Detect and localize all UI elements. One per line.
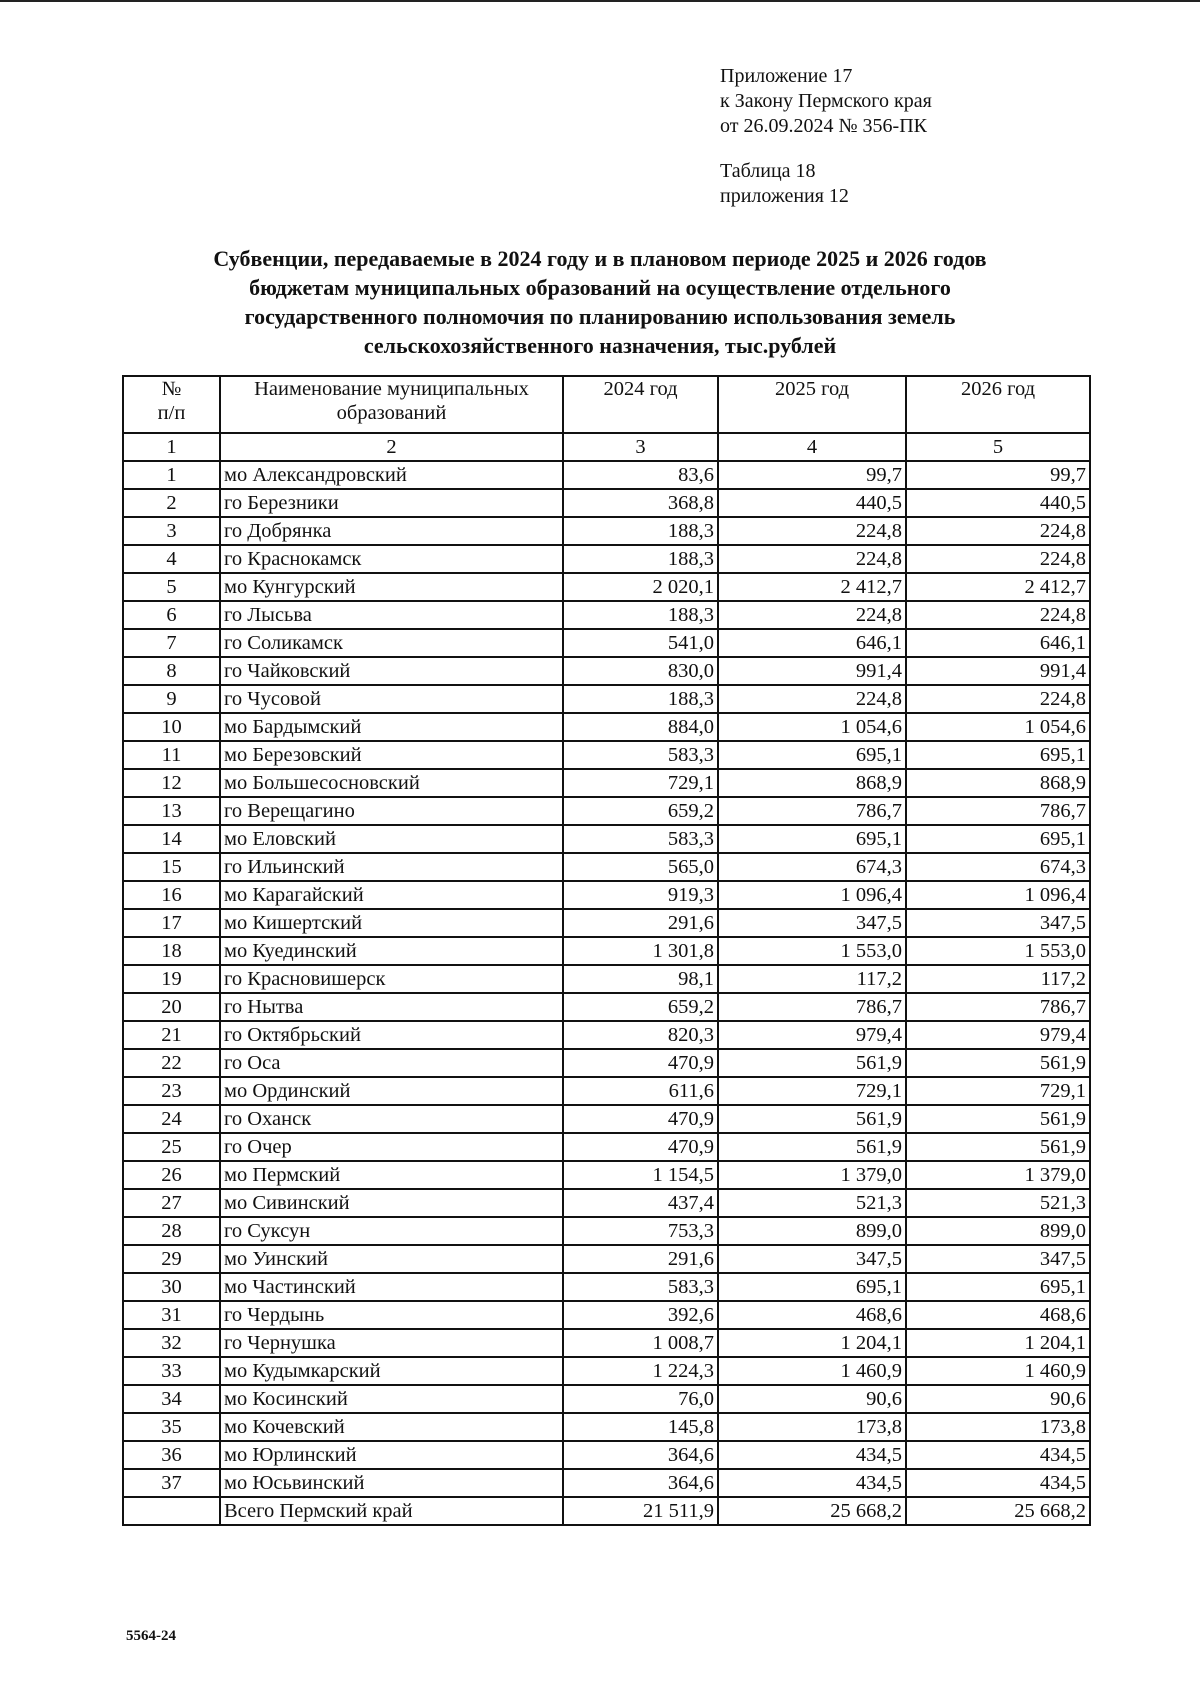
table-row	[123, 601, 1090, 629]
total-number	[123, 1497, 220, 1525]
row-number: 25	[123, 1133, 220, 1161]
row-number: 1	[123, 461, 220, 489]
amount-2025: 786,7	[718, 797, 906, 825]
amount-2024: 820,3	[563, 1021, 718, 1049]
table-row	[123, 1161, 1090, 1189]
table-row	[123, 1273, 1090, 1301]
amount-2026: 991,4	[906, 657, 1090, 685]
column-number-row	[123, 433, 1090, 461]
row-number: 26	[123, 1161, 220, 1189]
row-number: 20	[123, 993, 220, 1021]
amount-2026: 1 460,9	[906, 1357, 1090, 1385]
row-number: 14	[123, 825, 220, 853]
amount-2026: 2 412,7	[906, 573, 1090, 601]
amount-2024: 729,1	[563, 769, 718, 797]
table-row	[123, 1077, 1090, 1105]
municipality-name: го Чайковский	[220, 657, 563, 685]
amount-2025: 899,0	[718, 1217, 906, 1245]
table-header-row	[123, 376, 1090, 433]
amount-2024: 583,3	[563, 741, 718, 769]
amount-2025: 786,7	[718, 993, 906, 1021]
table-reference-line: Таблица 18	[720, 160, 816, 182]
amount-2026: 347,5	[906, 909, 1090, 937]
amount-2026: 646,1	[906, 629, 1090, 657]
amount-2026: 440,5	[906, 489, 1090, 517]
amount-2025: 468,6	[718, 1301, 906, 1329]
amount-2024: 98,1	[563, 965, 718, 993]
header-2026: 2026 год	[906, 376, 1090, 433]
amount-2026: 979,4	[906, 1021, 1090, 1049]
row-number: 28	[123, 1217, 220, 1245]
table-row	[123, 909, 1090, 937]
row-number: 10	[123, 713, 220, 741]
table-row	[123, 461, 1090, 489]
municipality-name: мо Частинский	[220, 1273, 563, 1301]
amount-2025: 695,1	[718, 825, 906, 853]
appendix-line: от 26.09.2024 № 356-ПК	[720, 115, 928, 137]
amount-2025: 347,5	[718, 909, 906, 937]
amount-2024: 470,9	[563, 1049, 718, 1077]
municipality-name: го Добрянка	[220, 517, 563, 545]
document-number: 5564-24	[126, 1628, 176, 1644]
total-2024: 21 511,9	[563, 1497, 718, 1525]
amount-2026: 868,9	[906, 769, 1090, 797]
amount-2024: 753,3	[563, 1217, 718, 1245]
table-row	[123, 1413, 1090, 1441]
total-row	[123, 1497, 1090, 1525]
municipality-name: мо Юрлинский	[220, 1441, 563, 1469]
row-number: 11	[123, 741, 220, 769]
amount-2024: 364,6	[563, 1469, 718, 1497]
table-row	[123, 1049, 1090, 1077]
amount-2026: 434,5	[906, 1441, 1090, 1469]
amount-2025: 646,1	[718, 629, 906, 657]
amount-2026: 224,8	[906, 517, 1090, 545]
row-number: 3	[123, 517, 220, 545]
municipality-name: мо Кишертский	[220, 909, 563, 937]
municipality-name: мо Пермский	[220, 1161, 563, 1189]
column-number: 4	[718, 433, 906, 461]
amount-2024: 919,3	[563, 881, 718, 909]
municipality-name: го Верещагино	[220, 797, 563, 825]
amount-2026: 899,0	[906, 1217, 1090, 1245]
amount-2026: 786,7	[906, 993, 1090, 1021]
row-number: 8	[123, 657, 220, 685]
amount-2025: 729,1	[718, 1077, 906, 1105]
amount-2025: 561,9	[718, 1105, 906, 1133]
municipality-name: го Краснокамск	[220, 545, 563, 573]
amount-2024: 188,3	[563, 601, 718, 629]
amount-2026: 786,7	[906, 797, 1090, 825]
amount-2026: 173,8	[906, 1413, 1090, 1441]
table-row	[123, 1245, 1090, 1273]
amount-2026: 224,8	[906, 545, 1090, 573]
amount-2025: 991,4	[718, 657, 906, 685]
amount-2025: 1 379,0	[718, 1161, 906, 1189]
amount-2026: 561,9	[906, 1133, 1090, 1161]
amount-2026: 561,9	[906, 1049, 1090, 1077]
title-line: сельскохозяйственного назначения, тыс.рублей	[363, 333, 837, 358]
table-row	[123, 741, 1090, 769]
municipality-name: мо Еловский	[220, 825, 563, 853]
municipality-name: го Красновишерск	[220, 965, 563, 993]
total-label: Всего Пермский край	[220, 1497, 563, 1525]
amount-2025: 979,4	[718, 1021, 906, 1049]
municipality-name: го Соликамск	[220, 629, 563, 657]
amount-2025: 695,1	[718, 741, 906, 769]
table-row	[123, 545, 1090, 573]
amount-2025: 2 412,7	[718, 573, 906, 601]
table-row	[123, 881, 1090, 909]
amount-2026: 468,6	[906, 1301, 1090, 1329]
header-name: Наименование муниципальных образований	[220, 376, 563, 433]
amount-2024: 291,6	[563, 909, 718, 937]
row-number: 32	[123, 1329, 220, 1357]
table-row	[123, 1105, 1090, 1133]
table-row	[123, 797, 1090, 825]
row-number: 31	[123, 1301, 220, 1329]
row-number: 21	[123, 1021, 220, 1049]
table-row	[123, 629, 1090, 657]
table-row	[123, 1301, 1090, 1329]
amount-2024: 884,0	[563, 713, 718, 741]
amount-2025: 224,8	[718, 601, 906, 629]
amount-2025: 1 096,4	[718, 881, 906, 909]
amount-2024: 541,0	[563, 629, 718, 657]
municipality-name: го Чусовой	[220, 685, 563, 713]
appendix-line: Приложение 17	[720, 65, 853, 87]
subvention-table	[122, 375, 1091, 1526]
municipality-name: мо Бардымский	[220, 713, 563, 741]
municipality-name: мо Уинский	[220, 1245, 563, 1273]
amount-2025: 99,7	[718, 461, 906, 489]
row-number: 17	[123, 909, 220, 937]
municipality-name: го Октябрьский	[220, 1021, 563, 1049]
table-row	[123, 769, 1090, 797]
amount-2024: 565,0	[563, 853, 718, 881]
column-number: 1	[123, 433, 220, 461]
amount-2024: 659,2	[563, 993, 718, 1021]
amount-2025: 90,6	[718, 1385, 906, 1413]
amount-2025: 1 204,1	[718, 1329, 906, 1357]
amount-2025: 1 054,6	[718, 713, 906, 741]
table-row	[123, 825, 1090, 853]
municipality-name: го Оханск	[220, 1105, 563, 1133]
municipality-name: мо Ординский	[220, 1077, 563, 1105]
row-number: 18	[123, 937, 220, 965]
amount-2025: 561,9	[718, 1049, 906, 1077]
amount-2026: 695,1	[906, 1273, 1090, 1301]
header-2024: 2024 год	[563, 376, 718, 433]
appendix-reference	[720, 64, 932, 209]
amount-2026: 561,9	[906, 1105, 1090, 1133]
amount-2026: 224,8	[906, 685, 1090, 713]
table-row	[123, 517, 1090, 545]
row-number: 9	[123, 685, 220, 713]
amount-2026: 434,5	[906, 1469, 1090, 1497]
amount-2026: 1 553,0	[906, 937, 1090, 965]
row-number: 7	[123, 629, 220, 657]
amount-2024: 188,3	[563, 685, 718, 713]
appendix-line: к Закону Пермского края	[720, 90, 932, 112]
document-title	[120, 244, 1080, 360]
municipality-name: мо Березовский	[220, 741, 563, 769]
amount-2026: 224,8	[906, 601, 1090, 629]
amount-2026: 99,7	[906, 461, 1090, 489]
title-line: государственного полномочия по планированию использования земель	[244, 304, 956, 329]
row-number: 24	[123, 1105, 220, 1133]
amount-2025: 440,5	[718, 489, 906, 517]
amount-2025: 434,5	[718, 1469, 906, 1497]
municipality-name: мо Кудымкарский	[220, 1357, 563, 1385]
amount-2024: 145,8	[563, 1413, 718, 1441]
amount-2026: 1 379,0	[906, 1161, 1090, 1189]
row-number: 37	[123, 1469, 220, 1497]
amount-2026: 1 096,4	[906, 881, 1090, 909]
amount-2026: 90,6	[906, 1385, 1090, 1413]
row-number: 29	[123, 1245, 220, 1273]
row-number: 13	[123, 797, 220, 825]
row-number: 15	[123, 853, 220, 881]
row-number: 23	[123, 1077, 220, 1105]
row-number: 6	[123, 601, 220, 629]
table-row	[123, 965, 1090, 993]
table-row	[123, 1217, 1090, 1245]
municipality-name: го Лысьва	[220, 601, 563, 629]
amount-2025: 674,3	[718, 853, 906, 881]
amount-2024: 188,3	[563, 517, 718, 545]
amount-2024: 1 008,7	[563, 1329, 718, 1357]
municipality-name: мо Юсьвинский	[220, 1469, 563, 1497]
amount-2025: 521,3	[718, 1189, 906, 1217]
row-number: 2	[123, 489, 220, 517]
municipality-name: го Суксун	[220, 1217, 563, 1245]
amount-2025: 1 553,0	[718, 937, 906, 965]
municipality-name: го Оса	[220, 1049, 563, 1077]
municipality-name: мо Сивинский	[220, 1189, 563, 1217]
column-number: 2	[220, 433, 563, 461]
amount-2024: 611,6	[563, 1077, 718, 1105]
amount-2026: 695,1	[906, 825, 1090, 853]
title-line: Субвенции, передаваемые в 2024 году и в плановом периоде 2025 и 2026 годов	[213, 246, 987, 271]
amount-2024: 470,9	[563, 1105, 718, 1133]
amount-2024: 291,6	[563, 1245, 718, 1273]
amount-2024: 1 224,3	[563, 1357, 718, 1385]
amount-2024: 583,3	[563, 1273, 718, 1301]
municipality-name: го Чернушка	[220, 1329, 563, 1357]
amount-2025: 173,8	[718, 1413, 906, 1441]
row-number: 22	[123, 1049, 220, 1077]
amount-2025: 224,8	[718, 545, 906, 573]
amount-2024: 830,0	[563, 657, 718, 685]
table-row	[123, 1021, 1090, 1049]
amount-2025: 117,2	[718, 965, 906, 993]
amount-2026: 521,3	[906, 1189, 1090, 1217]
amount-2024: 583,3	[563, 825, 718, 853]
table-row	[123, 657, 1090, 685]
table-row	[123, 1189, 1090, 1217]
amount-2024: 364,6	[563, 1441, 718, 1469]
table-row	[123, 937, 1090, 965]
row-number: 19	[123, 965, 220, 993]
amount-2025: 868,9	[718, 769, 906, 797]
municipality-name: мо Большесосновский	[220, 769, 563, 797]
row-number: 4	[123, 545, 220, 573]
amount-2025: 347,5	[718, 1245, 906, 1273]
municipality-name: го Чердынь	[220, 1301, 563, 1329]
municipality-name: мо Куединский	[220, 937, 563, 965]
amount-2024: 188,3	[563, 545, 718, 573]
municipality-name: мо Косинский	[220, 1385, 563, 1413]
row-number: 34	[123, 1385, 220, 1413]
column-number: 5	[906, 433, 1090, 461]
amount-2024: 1 301,8	[563, 937, 718, 965]
amount-2025: 561,9	[718, 1133, 906, 1161]
table-row	[123, 853, 1090, 881]
amount-2024: 2 020,1	[563, 573, 718, 601]
header-2025: 2025 год	[718, 376, 906, 433]
page-top-edge	[0, 0, 1200, 2]
amount-2025: 224,8	[718, 685, 906, 713]
municipality-name: мо Александровский	[220, 461, 563, 489]
amount-2024: 76,0	[563, 1385, 718, 1413]
amount-2025: 1 460,9	[718, 1357, 906, 1385]
municipality-name: го Очер	[220, 1133, 563, 1161]
table-row	[123, 489, 1090, 517]
municipality-name: го Нытва	[220, 993, 563, 1021]
amount-2026: 1 204,1	[906, 1329, 1090, 1357]
row-number: 12	[123, 769, 220, 797]
table-row	[123, 1385, 1090, 1413]
column-number: 3	[563, 433, 718, 461]
amount-2024: 659,2	[563, 797, 718, 825]
municipality-name: го Березники	[220, 489, 563, 517]
table-reference-line: приложения 12	[720, 185, 849, 207]
table-row	[123, 993, 1090, 1021]
amount-2026: 729,1	[906, 1077, 1090, 1105]
amount-2026: 674,3	[906, 853, 1090, 881]
row-number: 35	[123, 1413, 220, 1441]
row-number: 36	[123, 1441, 220, 1469]
amount-2026: 695,1	[906, 741, 1090, 769]
table-row	[123, 1441, 1090, 1469]
amount-2024: 1 154,5	[563, 1161, 718, 1189]
total-2026: 25 668,2	[906, 1497, 1090, 1525]
municipality-name: мо Кунгурский	[220, 573, 563, 601]
amount-2026: 117,2	[906, 965, 1090, 993]
amount-2024: 437,4	[563, 1189, 718, 1217]
amount-2024: 392,6	[563, 1301, 718, 1329]
amount-2025: 695,1	[718, 1273, 906, 1301]
municipality-name: мо Кочевский	[220, 1413, 563, 1441]
amount-2025: 434,5	[718, 1441, 906, 1469]
table-row	[123, 1133, 1090, 1161]
row-number: 5	[123, 573, 220, 601]
municipality-name: го Ильинский	[220, 853, 563, 881]
total-2025: 25 668,2	[718, 1497, 906, 1525]
amount-2024: 470,9	[563, 1133, 718, 1161]
table-row	[123, 685, 1090, 713]
table-row	[123, 1357, 1090, 1385]
title-line: бюджетам муниципальных образований на осуществление отдельного	[249, 275, 951, 300]
table-row	[123, 1469, 1090, 1497]
amount-2026: 1 054,6	[906, 713, 1090, 741]
amount-2024: 83,6	[563, 461, 718, 489]
table-row	[123, 1329, 1090, 1357]
header-number: № п/п	[123, 376, 220, 433]
amount-2026: 347,5	[906, 1245, 1090, 1273]
row-number: 30	[123, 1273, 220, 1301]
municipality-name: мо Карагайский	[220, 881, 563, 909]
table-row	[123, 713, 1090, 741]
amount-2024: 368,8	[563, 489, 718, 517]
amount-2025: 224,8	[718, 517, 906, 545]
table-row	[123, 573, 1090, 601]
row-number: 33	[123, 1357, 220, 1385]
row-number: 27	[123, 1189, 220, 1217]
row-number: 16	[123, 881, 220, 909]
